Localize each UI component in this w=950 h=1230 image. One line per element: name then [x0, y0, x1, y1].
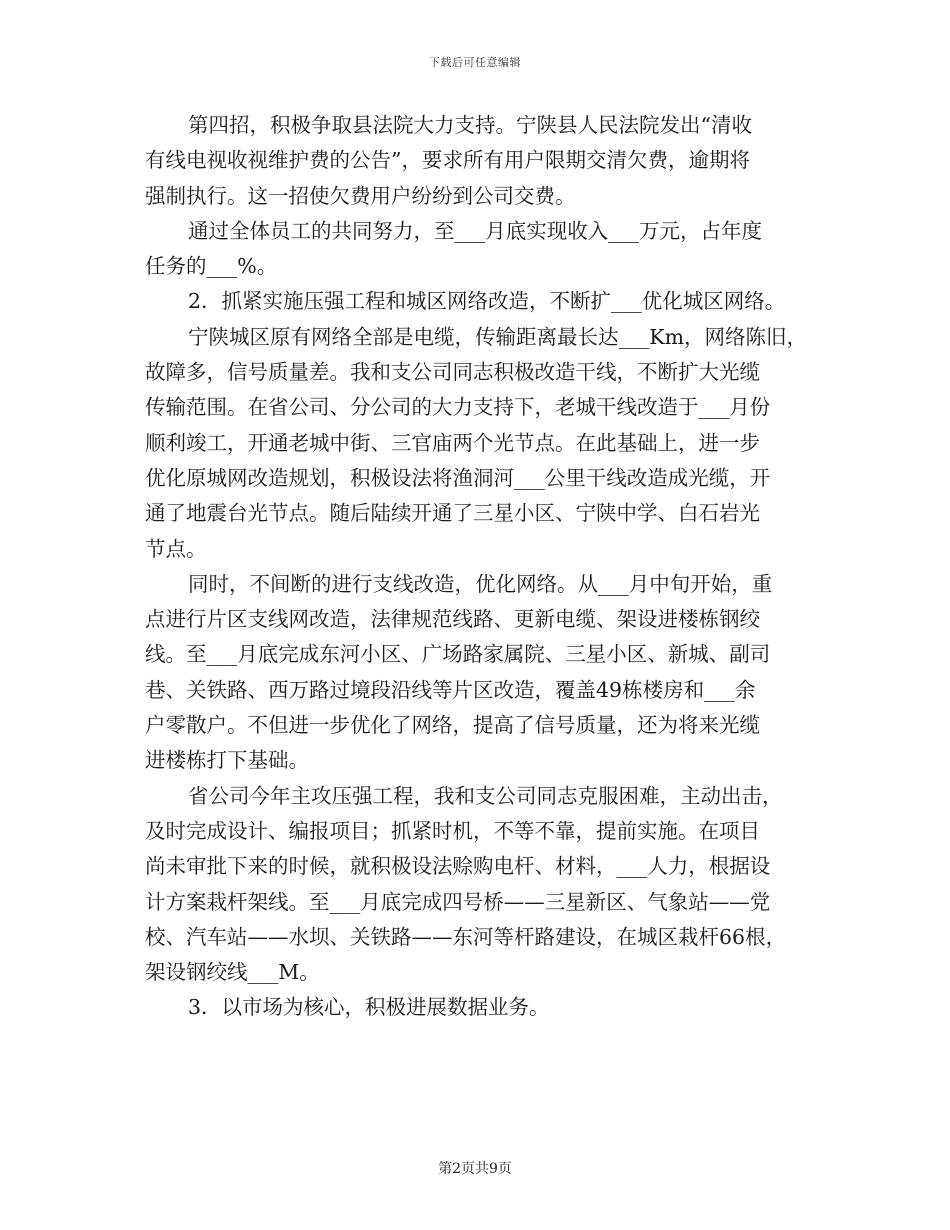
page-number: 第2页共9页	[438, 1161, 512, 1177]
text-line: 第四招，积极争取县法院大力支持。宁陕县人民法院发出“清收	[188, 113, 752, 137]
text-line: 强制执行。这一招使欠费用户纷纷到公司交费。	[145, 183, 576, 208]
text-line: 及时完成设计、编报项目；抓紧时机，不等不靠，提前实施。在项目	[145, 818, 760, 843]
text-line: 通了地震台光节点。随后陆续开通了三星小区、宁陕中学、白石岩光	[145, 501, 760, 526]
text-line: 尚未审批下来的时候，就积极设法赊购电杆、材料，___人力，根据设	[145, 854, 771, 879]
text-line: 进楼栋打下基础。	[145, 748, 309, 773]
text-line: 任务的___%。	[145, 254, 278, 279]
text-line: 同时，不间断的进行支线改造，优化网络。从___月中旬开始，重	[188, 571, 773, 596]
text-line: 计方案栽杆架线。至___月底完成四号桥——三星新区、气象站——党	[145, 889, 771, 914]
text-line: 点进行片区支线网改造，法律规范线路、更新电缆、架设进楼栋钢绞	[145, 607, 760, 632]
page-header: 下载后可任意编辑	[429, 56, 521, 69]
text-line: 省公司今年主攻压强工程，我和支公司同志克服困难，主动出击，	[188, 783, 783, 808]
text-line: 架设钢绞线___M。	[145, 960, 320, 985]
text-line: 顺利竣工，开通老城中街、三官庙两个光节点。在此基础上，进一步	[145, 430, 760, 455]
text-line: 校、汽车站——水坝、关铁路——东河等杆路建设，在城区栽杆66根，	[145, 924, 787, 949]
text-line: 故障多，信号质量差。我和支公司同志积极改造干线，不断扩大光缆	[145, 360, 760, 385]
text-line: 有线电视收视维护费的公告”，要求所有用户限期交清欠费，逾期将	[145, 148, 750, 173]
document-body	[145, 108, 825, 1026]
text-line: 线。至___月底完成东河小区、广场路家属院、三星小区、新城、副司	[145, 642, 771, 667]
text-line: 传输范围。在省公司、分公司的大力支持下，老城干线改造于___月份	[145, 395, 771, 420]
text-line: 优化原城网改造规划，积极设法将渔洞河___公里干线改造成光缆，开	[145, 465, 771, 490]
text-line: 2．抓紧实施压强工程和城区网络改造，不断扩___优化城区网络。	[188, 289, 786, 314]
text-line: 户零散户。不但进一步优化了网络，提高了信号质量，还为将来光缆	[145, 713, 760, 738]
text-line: 巷、关铁路、西万路过境段沿线等片区改造，覆盖49栋楼房和___余	[145, 677, 756, 702]
text-line: 宁陕城区原有网络全部是电缆，传输距离最长达___Km，网络陈旧，	[188, 324, 808, 349]
text-line: 3．以市场为核心，积极进展数据业务。	[188, 995, 550, 1020]
text-line: 通过全体员工的共同努力，至___月底实现收入___万元，占年度	[188, 218, 762, 243]
text-line: 节点。	[145, 536, 207, 561]
